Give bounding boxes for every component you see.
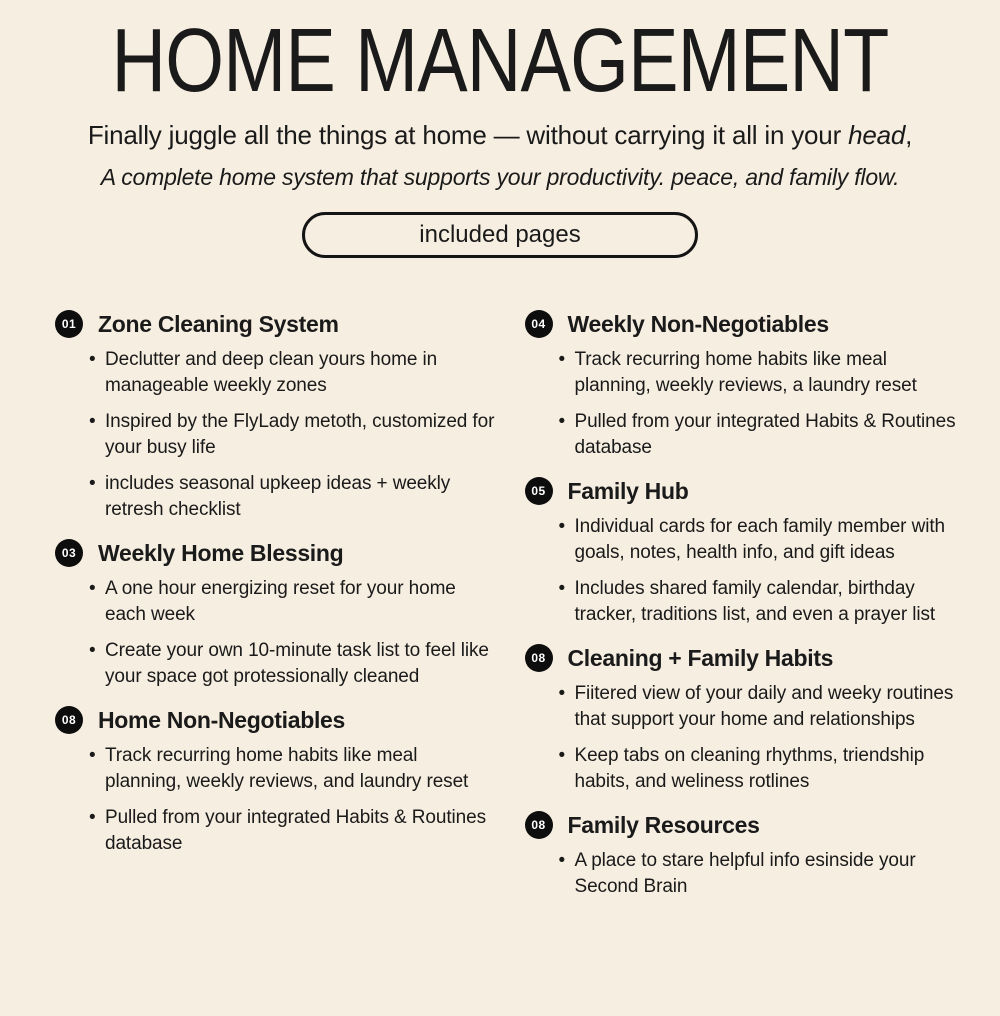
item-number-badge: 04 [525,310,553,338]
left-column [55,294,495,867]
item-header [525,477,965,505]
bullet-list [55,576,495,690]
bullet-item: • Individual cards for each family member with goals, notes, health info, and gift ideas [575,514,965,566]
subtitle-end: , [905,120,913,150]
item-number-badge: 05 [525,477,553,505]
bullet-list [525,514,965,628]
page-title: HOME MANAGEMENT [111,11,889,111]
subtitle [0,120,1000,151]
item-title: Home Non-Negotiables [98,706,346,733]
bullet-list [55,743,495,857]
list-item-zone-cleaning-system [55,310,495,523]
list-item-family-resources [525,811,965,900]
bullet-item: • Inspired by the FlyLady metoth, customized for your busy life [105,409,495,461]
included-pages-label: included pages [419,221,581,248]
bullet-item: • A place to stare helpful info esinside your Second Brain [575,848,965,900]
bullet-item: • A one hour energizing reset for your home each week [105,576,495,628]
item-header [55,310,495,338]
subtitle-text: Finally juggle all the things at home — without carrying it all in your [87,120,849,150]
bullet-list [55,347,495,523]
poster-header [0,11,1000,258]
content-columns [0,258,1000,910]
item-header [525,644,965,672]
bullet-list [525,848,965,900]
bullet-item: • Declutter and deep clean yours home in manageable weekly zones [105,347,495,399]
list-item-cleaning-family-habits [525,644,965,795]
right-column [525,294,965,910]
list-item-family-hub [525,477,965,628]
tagline: A complete home system that supports your productivity. peace, and family flow. [100,164,900,190]
subtitle-emphasis: head [848,120,906,150]
bullet-item: • Track recurring home habits like meal planning, weekly reviews, a laundry reset [575,347,965,399]
item-header [525,811,965,839]
bullet-item: • Keep tabs on cleaning rhythms, triendship habits, and weliness rotlines [575,743,965,795]
included-pages-pill [302,212,698,258]
item-header [55,539,495,567]
item-number-badge: 01 [55,310,83,338]
bullet-list [525,347,965,461]
item-title: Weekly Home Blessing [98,539,344,566]
bullet-item: • Pulled from your integrated Habits & Routines database [575,409,965,461]
item-title: Family Resources [567,811,760,838]
bullet-item: • Track recurring home habits like meal planning, weekly reviews, and laundry reset [105,743,495,795]
item-title: Weekly Non-Negotiables [567,310,829,337]
bullet-item: • Includes shared family calendar, birthday tracker, traditions list, and even a prayer list [575,576,965,628]
list-item-home-non-negotiables [55,706,495,857]
bullet-list [525,681,965,795]
bullet-item: • includes seasonal upkeep ideas + weekly retresh checklist [105,471,495,523]
item-number-badge: 03 [55,539,83,567]
list-item-weekly-non-negotiables [525,310,965,461]
bullet-item: • Fiitered view of your daily and weeky routines that support your home and relationships [575,681,965,733]
bullet-item: • Create your own 10-minute task list to feel like your space got protessionally cleaned [105,638,495,690]
item-title: Cleaning + Family Habits [567,644,834,671]
item-number-badge: 08 [525,644,553,672]
item-number-badge: 08 [55,706,83,734]
item-header [55,706,495,734]
item-number-badge: 08 [525,811,553,839]
item-title: Zone Cleaning System [98,310,339,337]
list-item-weekly-home-blessing [55,539,495,690]
item-title: Family Hub [567,477,689,504]
item-header [525,310,965,338]
bullet-item: • Pulled from your integrated Habits & Routines database [105,805,495,857]
